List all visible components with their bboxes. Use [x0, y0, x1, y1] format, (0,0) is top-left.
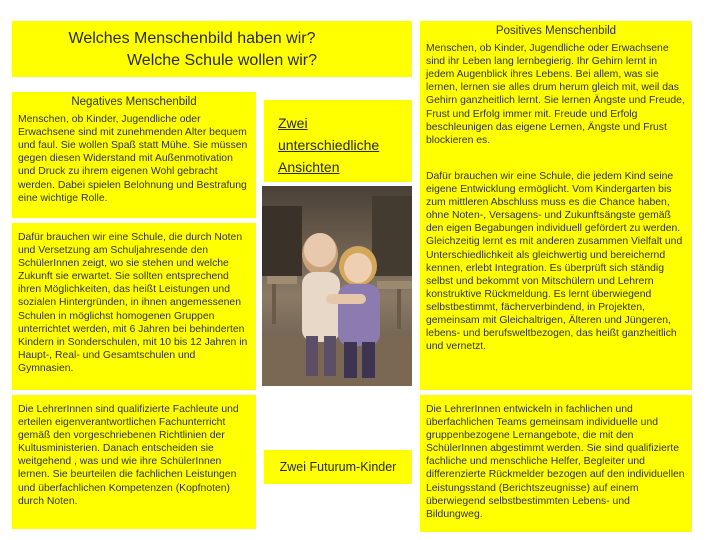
positive-heading: Positives Menschenbild	[495, 25, 617, 37]
two-views-line-1: Zwei	[278, 115, 308, 131]
two-views-line-2: unterschiedliche	[278, 137, 380, 153]
two-views-box	[264, 100, 412, 182]
negative-teacher-box	[12, 395, 256, 529]
two-views-line-3: Ansichten	[278, 159, 340, 175]
negative-intro-box	[12, 92, 256, 218]
title-box	[12, 21, 412, 77]
positive-paragraph-1: Menschen, ob Kinder, Jugendliche oder Erwachsene sind ihr Leben lang lernbegierig. Ihr Gehirn lernt in jedem Augenblick ihres Lebens. Bei allem, was sie lernen, lernen sie alles drum herum gleich mit, weil das Gehirn ganzheitlich lernt. Sie lernen Ängste und Freude, Frust und Erfolg immer mit. Freude und Erfolg beschleunigen das eigene Lernen, Ängste und Frust blockieren es.	[426, 43, 685, 146]
negative-paragraph-2: Dafür brauchen wir eine Schule, die durch Noten und Versetzung am Schuljahresende den SchülerInnen zeigt, wo sie stehen und welche Zukunft sie erwartet. Sie sollten entsprechend ihren Möglichkeiten, das heißt Leistungen und sozialen Hintergründen, in ihnen angemessenen Schulen in möglichst homogenen Gruppen unterrichtet werden, mit 6 Jahren bei behinderten Kindern in Sonderschulen, mit 10 bis 12 Jahren in Haupt-, Real- und Gesamtschulen und Gymnasien.	[18, 232, 248, 374]
positive-school-box	[420, 162, 692, 390]
positive-intro-box	[420, 21, 692, 179]
negative-school-box	[12, 223, 256, 390]
photo-caption: Zwei Futurum-Kinder	[279, 460, 397, 474]
two-views-text	[278, 112, 379, 178]
negative-paragraph-3: Die LehrerInnen sind qualifizierte Fachleute und erteilen eigenverantwortlichen Fachunterricht gemäß den vorgeschriebenen Richtlinien der Kultusministerien. Danach entscheiden sie weitgehend , was und wie ihre SchülerInnen lernen. Sie beurteilen die fachlichen Leistungen und überfachlichen Kompetenzen (Kopfnoten) durch Noten.	[18, 404, 239, 507]
title-line-2: Welche Schule wollen wir?	[126, 52, 317, 69]
children-photo-illustration	[262, 186, 412, 386]
title-line-1: Welches Menschenbild haben wir?	[68, 30, 316, 47]
children-photo	[262, 186, 412, 386]
positive-teacher-box	[420, 395, 692, 532]
photo-caption-box	[264, 450, 412, 484]
positive-paragraph-3: Die LehrerInnen entwickeln in fachlichen und überfachlichen Teams gemeinsam individuelle und gruppenbezogene Lernangebote, die mit den SchülerInnen abgestimmt werden. Sie sind qualifizierte fachliche und menschliche Helfer, Begleiter und differenzierte Rückmelder bezogen auf den individuellen Leistungsstand (Berichtszeugnisse) auf einem überwiegend selbstbestimmten Lebens- und Bildungweg.	[426, 404, 685, 520]
negative-paragraph-1: Menschen, ob Kinder, Jugendliche oder Erwachsene sind mit zunehmenden Alter bequem und faul. Sie wollen Spaß statt Mühe. Sie müssen gegen diesen Widerstand mit Außenmotivation und Druck zu ihrem eigenen Wohl gebracht werden. Dabei spielen Belohnung und Bestrafung eine wichtige Rolle.	[18, 114, 248, 204]
negative-heading: Negatives Menschenbild	[71, 96, 197, 108]
positive-paragraph-2: Dafür brauchen wir eine Schule, die jedem Kind seine eigene Entwicklung ermöglicht. Vom Kindergarten bis zum mittleren Abschluss muss es die Chance haben, ohne Noten-, Versagens- und Zukunftsängste gemäß den eigen Begabungen individuell gefördert zu werden. Gleichzeitig lernt es mit anderen zusammen Vielfalt und Unterschiedlichkeit als gleichwertig und bereichernd kennen, erlebt Integration. Es überprüft sich ständig selbst und bekommt von Mitschülern und Lehrern konstruktive Rückmeldung. Es lernt überwiegend selbstbestimmt, fächerverbindend, in Projekten, gemeinsam mit Gleichaltrigen, Älteren und Jüngeren, lebens- und berufsweltbezogen, das heißt ganzheitlich und vernetzt.	[426, 171, 683, 353]
